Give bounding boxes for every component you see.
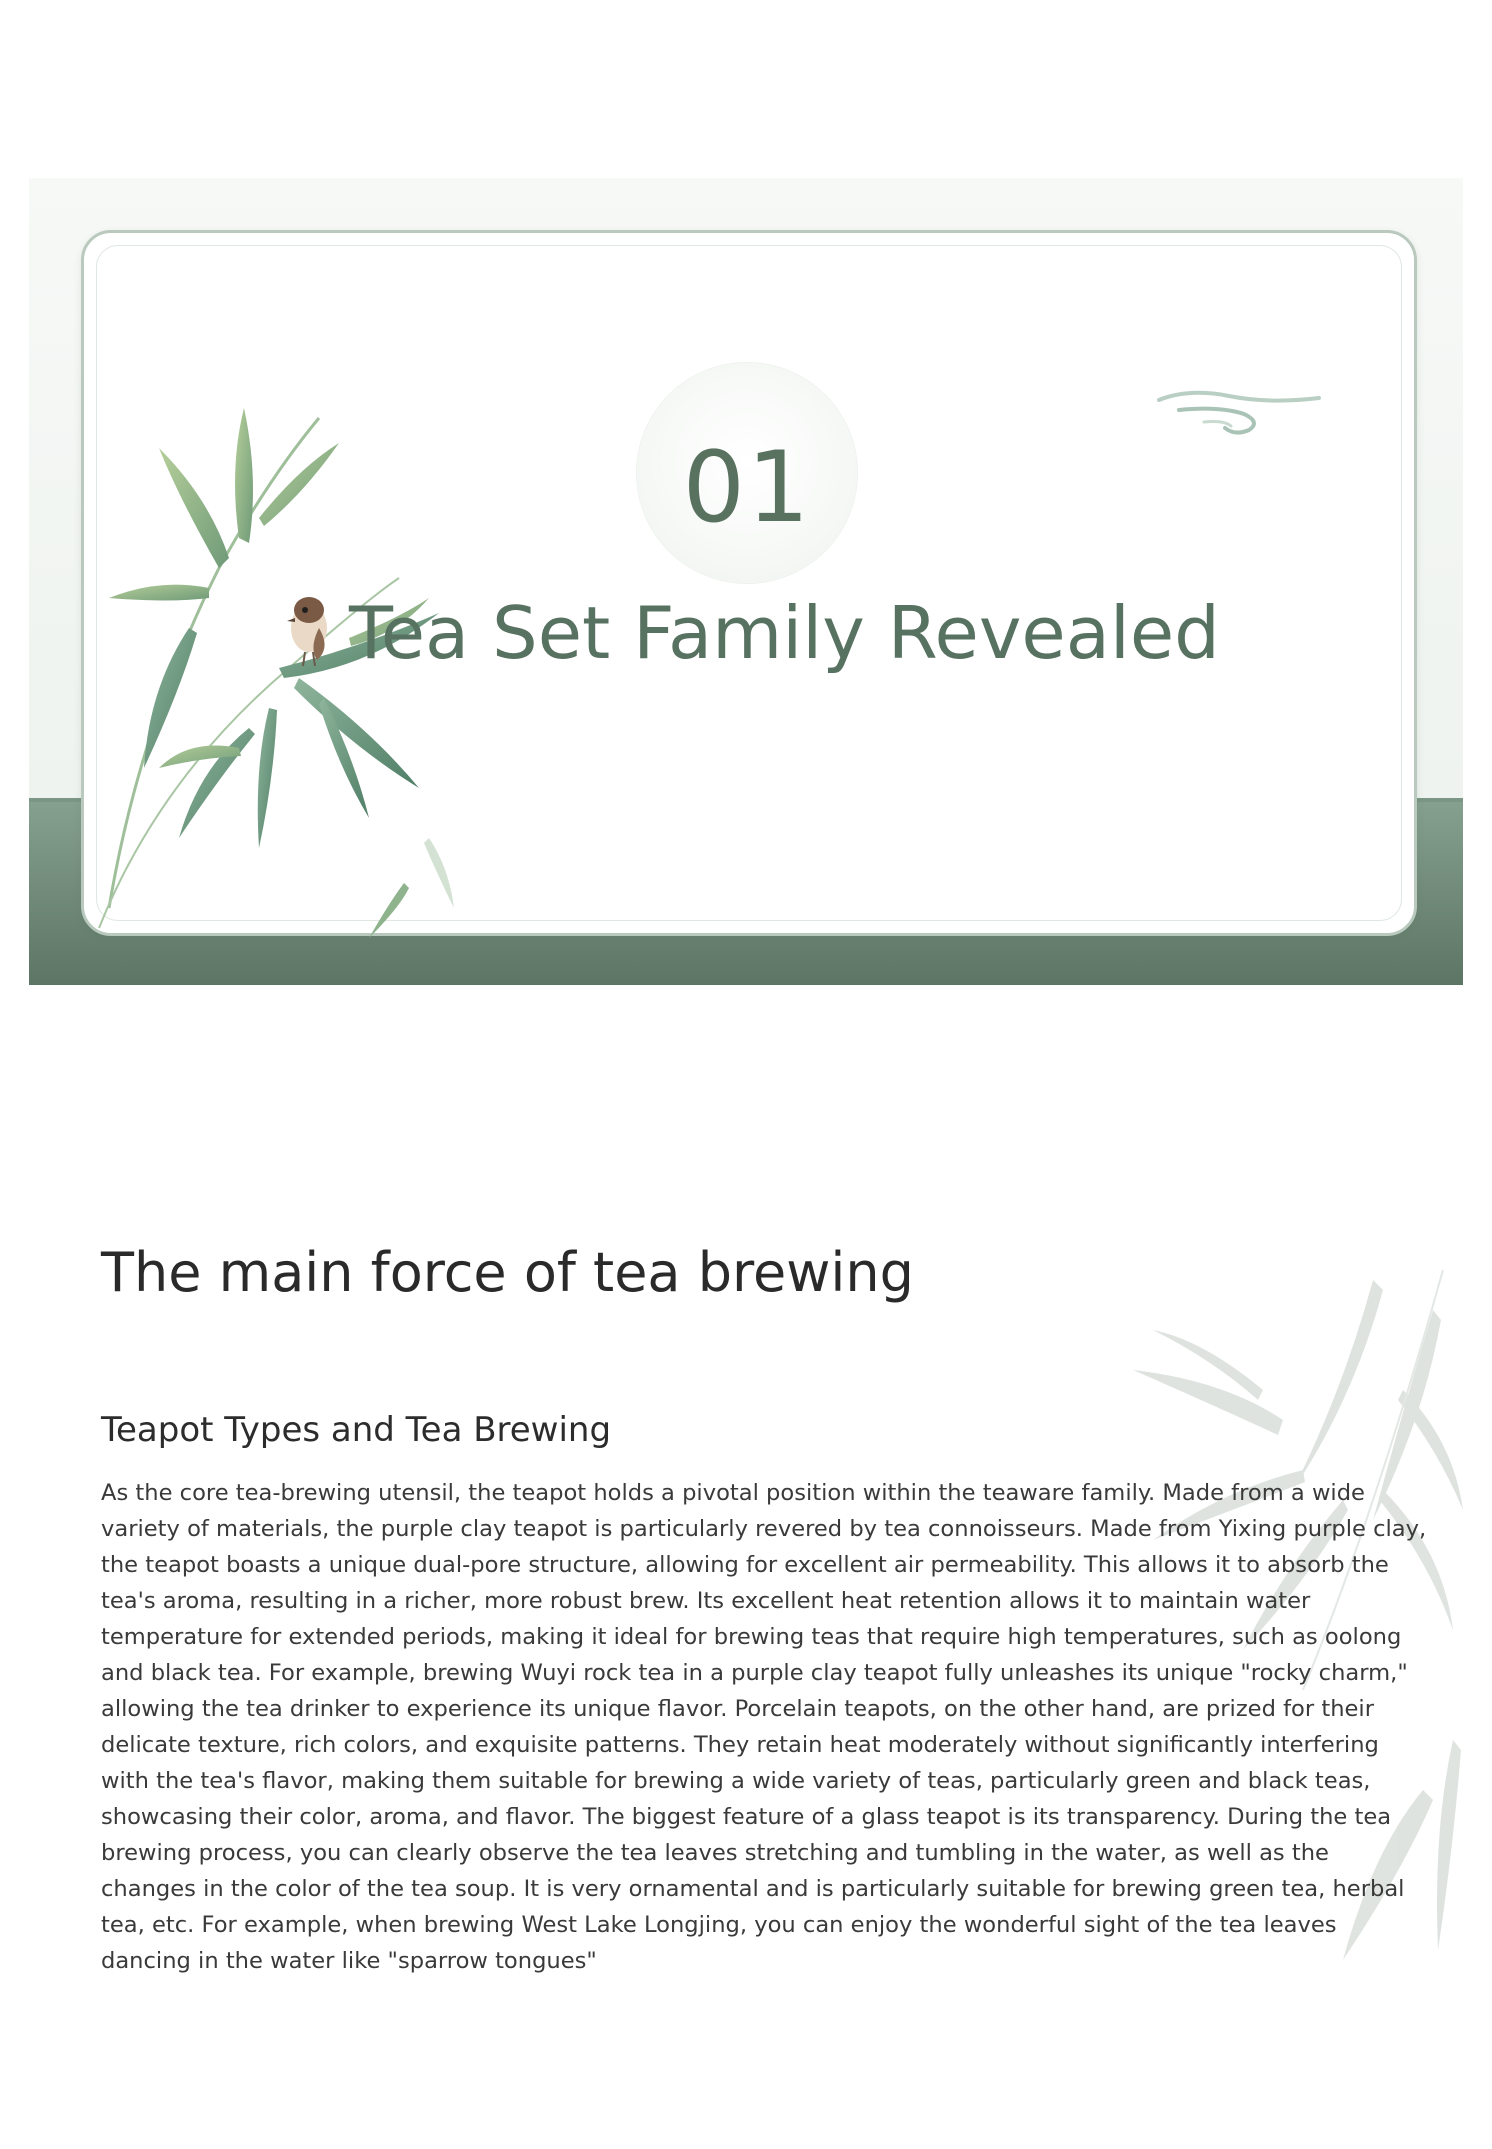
- section-title-slide: [29, 178, 1463, 985]
- content-slide: [29, 1180, 1463, 1990]
- section-number: 01: [682, 431, 812, 545]
- cloud-swirl-icon: [1149, 378, 1329, 458]
- body-paragraph: As the core tea-brewing utensil, the teapot holds a pivotal position within the teaware family. Made from a wide variety of materials, the purple clay teapot is particularly revered by tea connoisseurs. Made from Yixing purple clay, the teapot boasts a unique dual-pore structure, allowing for excellent air permeability. This allows it to absorb the tea's aroma, resulting in a richer, more robust brew. Its excellent heat retention allows it to maintain water temperature for extended periods, making it ideal for brewing teas that require high temperatures, such as oolong and black tea. For example, brewing Wuyi rock tea in a purple clay teapot fully unleashes its unique "rocky charm," allowing the tea drinker to experience its unique flavor. Porcelain teapots, on the other hand, are prized for their delicate texture, rich colors, and exquisite patterns. They retain heat moderately without significantly interfering with the tea's flavor, making them suitable for brewing a wide variety of teas, particularly green and black teas, showcasing their color, aroma, and flavor. The biggest feature of a glass teapot is its transparency. During the tea brewing process, you can clearly observe the tea leaves stretching and tumbling in the water, as well as the changes in the color of the tea soup. It is very ornamental and is particularly suitable for brewing green tea, herbal tea, etc. For example, when brewing West Lake Longjing, you can enjoy the wonderful sight of the tea leaves dancing in the water like "sparrow tongues": [101, 1480, 1427, 1974]
- page-heading: The main force of tea brewing: [101, 1241, 914, 1304]
- section-title: Tea Set Family Revealed: [349, 591, 1220, 675]
- section-subheading: Teapot Types and Tea Brewing: [101, 1410, 612, 1450]
